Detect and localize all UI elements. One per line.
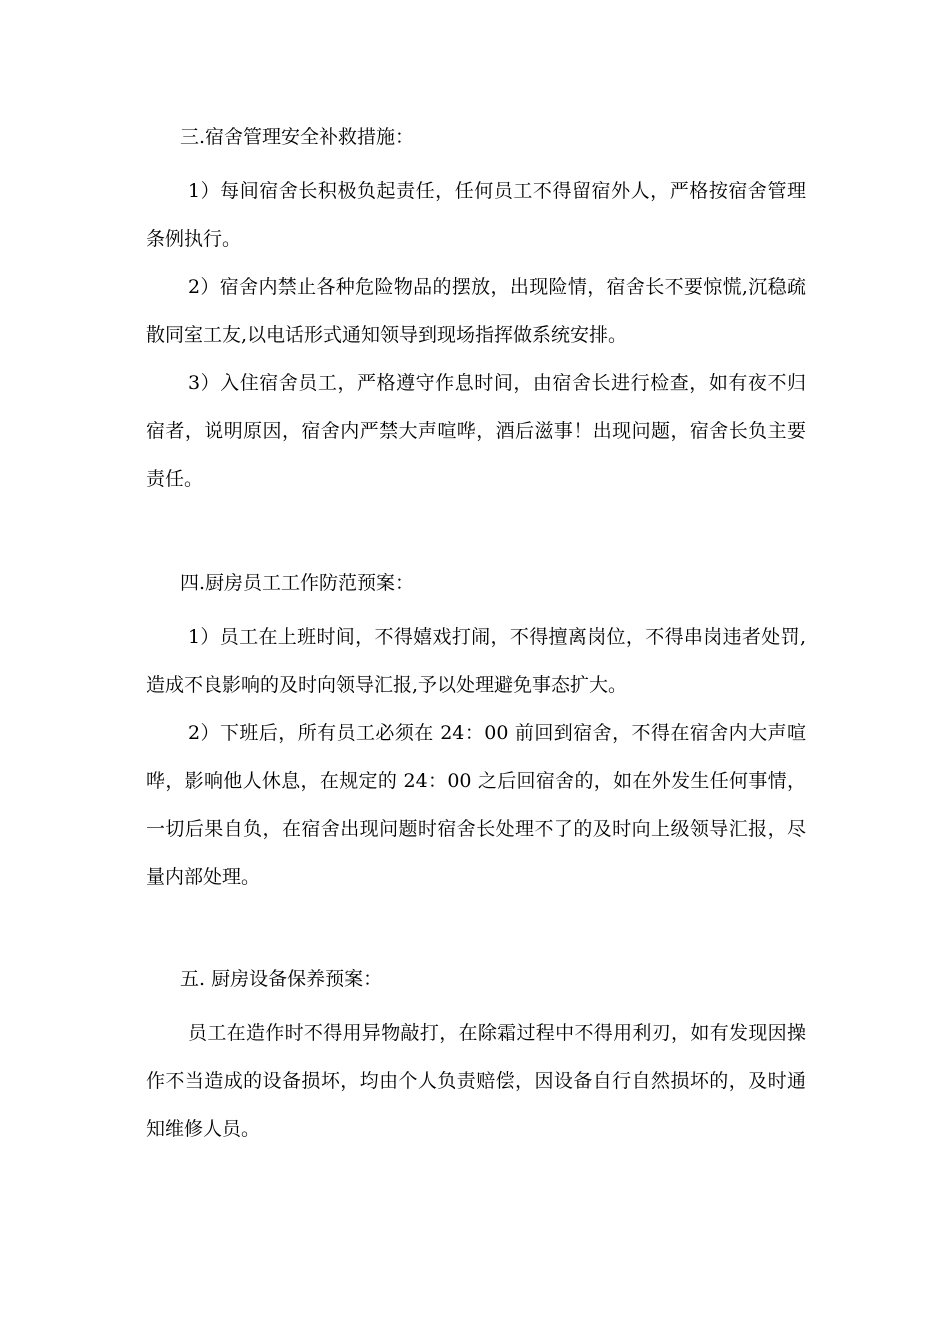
- paragraph: 2）宿舍内禁止各种危险物品的摆放，出现险情，宿舍长不要惊慌,沉稳疏散同室工友,以电话形式通知领导到现场指挥做系统安排。: [146, 276, 806, 346]
- paragraph: 1）员工在上班时间，不得嬉戏打闹，不得擅离岗位，不得串岗违者处罚,造成不良影响的及时向领导汇报,予以处理避免事态扩大。: [146, 626, 806, 696]
- section-kitchen-equipment-maintenance: [146, 968, 806, 1153]
- paragraph: 1）每间宿舍长积极负起责任，任何员工不得留宿外人，严格按宿舍管理条例执行。: [146, 180, 806, 250]
- paragraph: 2）下班后，所有员工必须在 24：00 前回到宿舍，不得在宿舍内大声喧哗，影响他人休息，在规定的 24：00 之后回宿舍的，如在外发生任何事情，一切后果自负，在宿舍出现问题时宿舍长处理不了的及时向上级领导汇报，尽量内部处理。: [146, 722, 806, 888]
- paragraph: 3）入住宿舍员工，严格遵守作息时间，由宿舍长进行检查，如有夜不归宿者，说明原因，宿舍内严禁大声喧哗，酒后滋事！出现问题，宿舍长负主要责任。: [146, 372, 806, 490]
- section-dormitory-safety: [146, 126, 806, 503]
- paragraph: 员工在造作时不得用异物敲打，在除霜过程中不得用利刃，如有发现因操作不当造成的设备损坏，均由个人负责赔偿，因设备自行自然损坏的，及时通知维修人员。: [146, 1022, 806, 1140]
- section-heading: 五. 厨房设备保养预案：: [180, 968, 383, 990]
- section-heading: 三.宿舍管理安全补救措施：: [180, 126, 415, 148]
- section-heading: 四.厨房员工工作防范预案：: [180, 572, 415, 594]
- section-kitchen-staff-prevention: [146, 572, 806, 901]
